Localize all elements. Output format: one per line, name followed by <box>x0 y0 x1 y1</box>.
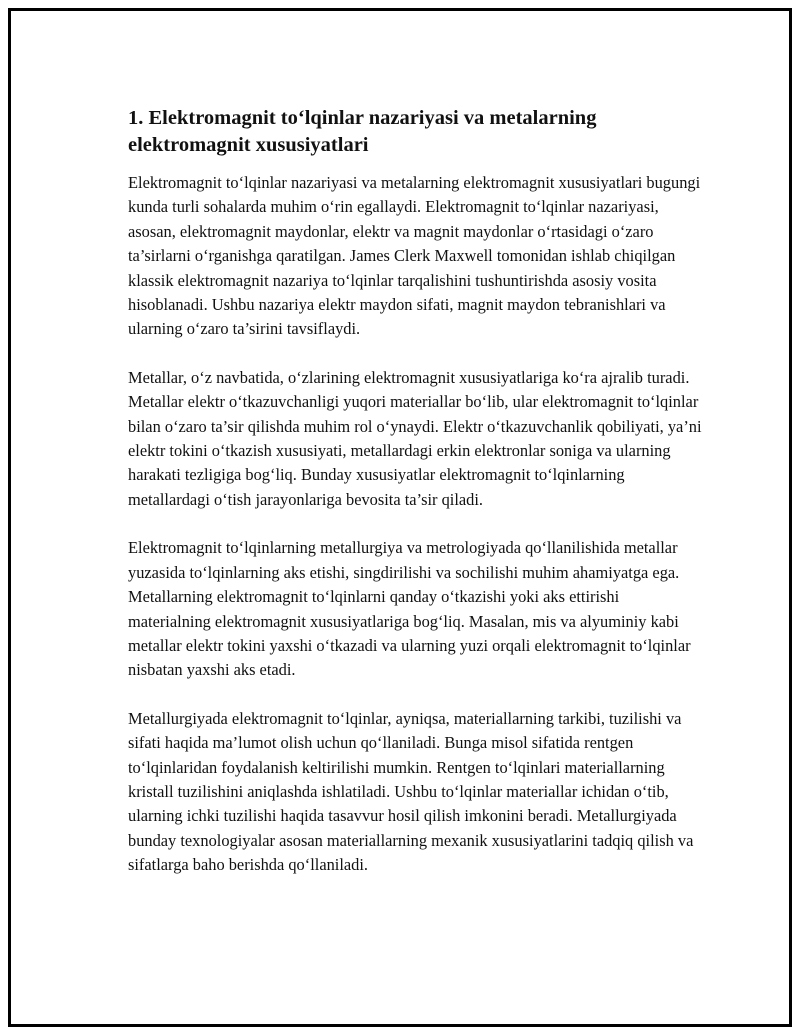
paragraph-3: Elektromagnit to‘lqinlarning metallurgiya va metrologiyada qo‘llanilishida metallar yuzasida to‘lqinlarning aks etishi, singdirilishi va sochilishi muhim ahamiyatga ega. Metallarning elektromagnit to‘lqinlarni qanday o‘tkazishi yoki aks ettirishi materialning elektromagnit xususiyatlariga bog‘liq. Masalan, mis va alyuminiy kabi metallar elektr tokini yaxshi o‘tkazadi va ularning yuzi orqali elektromagnit to‘lqinlar nisbatan yaxshi aks etadi. <box>128 538 691 680</box>
section-heading: 1. Elektromagnit to‘lqinlar nazariyasi va metalarning elektromagnit xususiyatlari <box>128 107 597 156</box>
paragraph-2: Metallar, o‘z navbatida, o‘zlarining elektromagnit xususiyatlariga ko‘ra ajralib turadi. Metallar elektr o‘tkazuvchanligi yuqori materiallar bo‘lib, ular elektromagnit to‘lqinlar bilan o‘zaro ta’sir qilishda muhim rol o‘ynaydi. Elektr o‘tkazuvchanlik qobiliyati, ya’ni elektr tokini o‘tkazish xususiyati, metallardagi erkin elektronlar soniga va ularning harakati tezligiga bog‘liq. Bunday xususiyatlar elektromagnit to‘lqinlarning metallardagi o‘tish jarayonlariga bevosita ta’sir qiladi. <box>128 367 702 509</box>
page-frame <box>8 8 792 1027</box>
paragraph-1: Elektromagnit to‘lqinlar nazariyasi va metalarning elektromagnit xususiyatlari bugungi kunda turli sohalarda muhim o‘rin egallaydi. Elektromagnit to‘lqinlar nazariyasi, asosan, elektromagnit maydonlar, elektr va magnit maydonlar o‘rtasidagi o‘zaro ta’sirlarni o‘rganishga qaratilgan. James Clerk Maxwell tomonidan ishlab chiqilgan klassik elektromagnit nazariya to‘lqinlar tarqalishini tushuntirishda asosiy vosita hisoblanadi. Ushbu nazariya elektr maydon sifati, magnit maydon tebranishlari va ularning o‘zaro ta’sirini tavsiflaydi. <box>128 173 701 339</box>
document-body <box>128 105 703 878</box>
paragraph-4: Metallurgiyada elektromagnit to‘lqinlar, ayniqsa, materiallarning tarkibi, tuzilishi va sifati haqida ma’lumot olish uchun qo‘llaniladi. Bunga misol sifatida rentgen to‘lqinlaridan foydalanish keltirilishi mumkin. Rentgen to‘lqinlari materiallarning kristall tuzilishini aniqlashda ishlatiladi. Ushbu to‘lqinlar materiallar ichidan o‘tib, ularning ichki tuzilishi haqida tasavvur hosil qilish imkonini beradi. Metallurgiyada bunday texnologiyalar asosan materiallarning mexanik xususiyatlarini tadqiq qilish va sifatlarga baho berishda qo‘llaniladi. <box>128 708 694 875</box>
